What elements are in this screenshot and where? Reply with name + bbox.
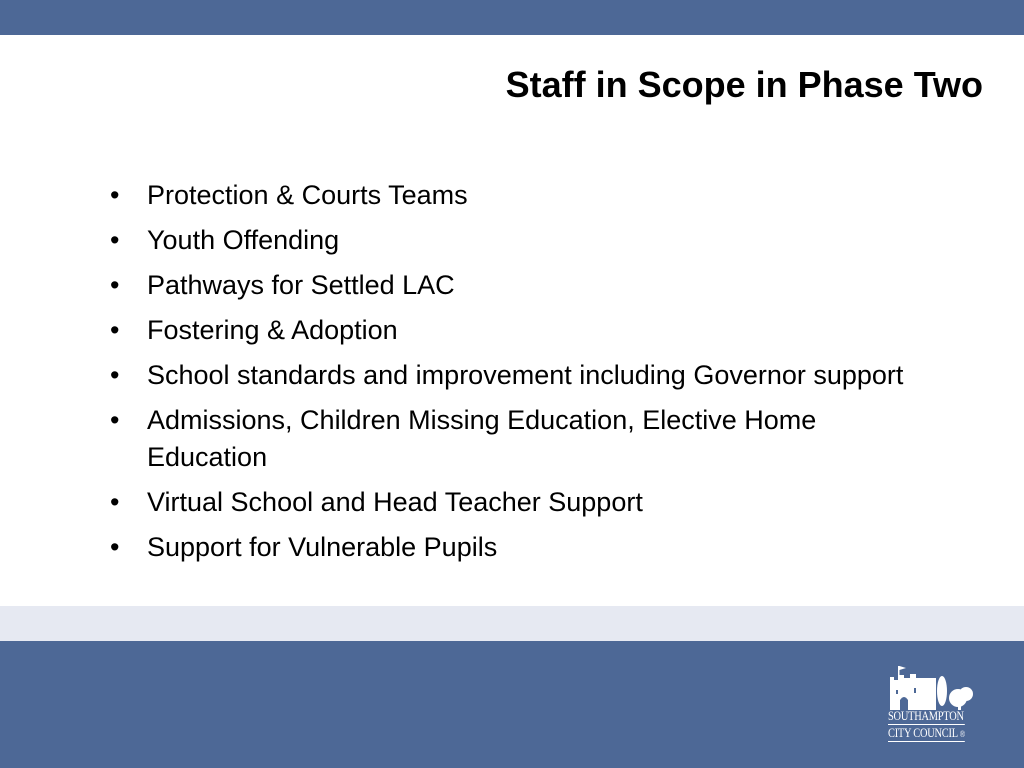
logo-text-line2: CITY COUNCIL [888,725,958,740]
footer-band [0,606,1024,641]
bullet-item [108,312,938,349]
bullet-text: School standards and improvement including Governor support [147,360,904,390]
bullet-text: Virtual School and Head Teacher Support [147,486,643,517]
bullet-item [108,402,938,475]
slide-title: Staff in Scope in Phase Two [505,64,983,105]
bullet-text: Admissions, Children Missing Education, Elective Home Education [147,405,817,472]
logo-text-line2-wrap [888,724,965,742]
bullet-icon: • [110,486,120,517]
bullet-text: Youth Offending [147,225,340,255]
bullet-list [108,177,938,574]
bullet-icon: • [110,405,120,435]
bullet-text: Pathways for Settled LAC [147,270,455,300]
bullet-icon: • [110,225,120,255]
bullet-icon: • [110,270,120,300]
bullet-icon: • [110,180,120,210]
footer-bar [0,641,1024,768]
bullet-item [108,529,938,566]
registered-mark: ® [959,729,966,739]
bullet-text: Fostering & Adoption [147,315,398,345]
bullet-text: Protection & Courts Teams [147,180,468,210]
bullet-icon: • [110,360,120,390]
bullet-icon: • [110,531,120,562]
bullet-item [108,357,938,394]
bullet-text: Support for Vulnerable Pupils [147,531,498,562]
top-bar [0,0,1024,35]
bullet-item [108,484,938,521]
bullet-item [108,267,938,304]
bullet-icon: • [110,315,120,345]
logo-text-line1: SOUTHAMPTON [888,708,964,723]
council-logo [888,664,984,746]
castle-icon [888,664,984,710]
bullet-item [108,177,938,214]
bullet-item [108,222,938,259]
